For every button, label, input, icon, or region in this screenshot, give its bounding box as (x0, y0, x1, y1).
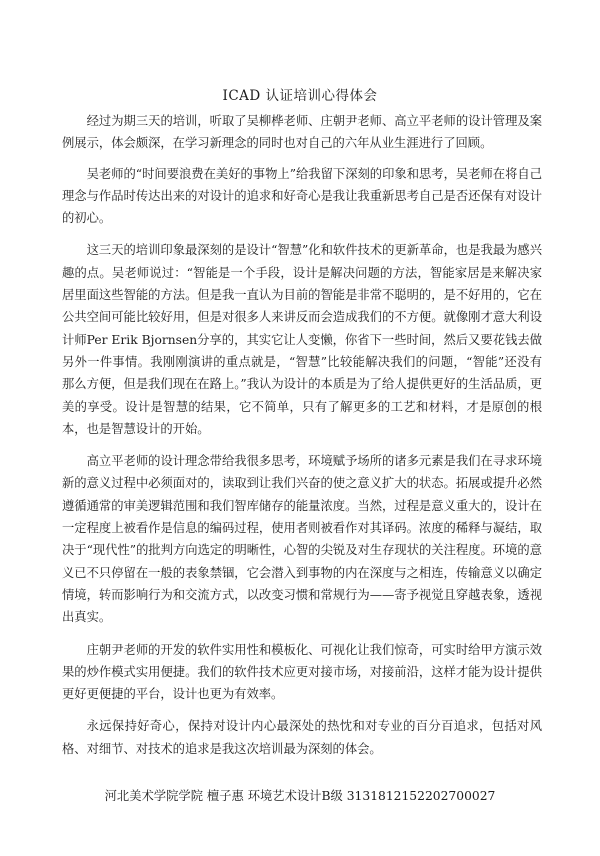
paragraph-conclusion: 永远保持好奇心，保持对设计内心最深处的热忱和对专业的百分百追求，包括对风格、对细节、对技术的追求是我这次培训最为深刻的体会。 (62, 719, 542, 756)
paragraph-gao-concept: 高立平老师的设计理念带给我很多思考，环境赋予场所的诸多元素是我们在寻求环境新的意义过程中必须面对的，读取到让我们兴奋的使之意义扩大的状态。拓展或提升必然遵循通常的审美逻辑范围和我们智库储存的能量浓度。当然，过程是意义重大的，设计在一定程度上被看作是信息的编码过程，使用者则被看作对其译码。浓度的稀释与凝结，取决于“现代性”的批判方向选定的明晰性，心智的尖锐及对生存现状的关注程度。环境的意义已不只停留在一般的表象禁锢，它会潜入到事物的内在深度与之相连，传输意义以确定情境，转而影响行为和交流方式，以改变习惯和常规行为——寄予视觉且穿越表象，透视出真实。 (62, 454, 542, 625)
paragraph-zhuang-software: 庄朝尹老师的开发的软件实用性和模板化、可视化让我们惊奇，可实时给甲方演示效果的炒作模式实用便捷。我们的软件技术应更对接市场，对接前沿，这样才能为设计提供更好更便捷的平台，设计也更为有效率。 (62, 642, 542, 702)
author-signature: 河北美术学院学院 檀子惠 环境艺术设计B级 3131812152202700027 (104, 789, 496, 803)
paragraph-wu-quote: 吴老师的“时间要浪费在美好的事物上”给我留下深刻的印象和思考，吴老师在将自己理念与作品时传达出来的对设计的追求和好奇心是我让我重新思考自己是否还保有对设计的初心。 (62, 166, 542, 226)
paragraph-smart-design: 这三天的培训印象最深刻的是设计“智慧”化和软件技术的更新革命，也是我最为感兴趣的点。吴老师说过：“智能是一个手段，设计是解决问题的方法，智能家居是来解决家居里面这些智能的方法。但是我一直认为目前的智能是非常不聪明的，是不好用的，它在公共空间可能比较好用，但是对很多人来讲反而会造成我们的不方便。就像刚才意大利设计师Per Erik Bjornsen分享的，其实它让人变懒，你省下一些时间，然后又要花钱去做另外一件事情。我刚刚演讲的重点就是，“智慧”比较能解决我们的问题，“智能”还没有那么方便，但是我们现在在路上。”我认为设计的本质是为了给人提供更好的生活品质，更美的享受。设计是智慧的结果，它不简单，只有了解更多的工艺和材料，才是原创的根本，也是智慧设计的开始。 (62, 243, 542, 436)
document-body (62, 110, 542, 768)
document-title: ICAD 认证培训心得体会 (222, 88, 378, 104)
paragraph-intro: 经过为期三天的培训，听取了吴柳桦老师、庄朝尹老师、高立平老师的设计管理及案例展示，体会颇深，在学习新理念的同时也对自己的六年从业生涯进行了回顾。 (62, 114, 542, 151)
